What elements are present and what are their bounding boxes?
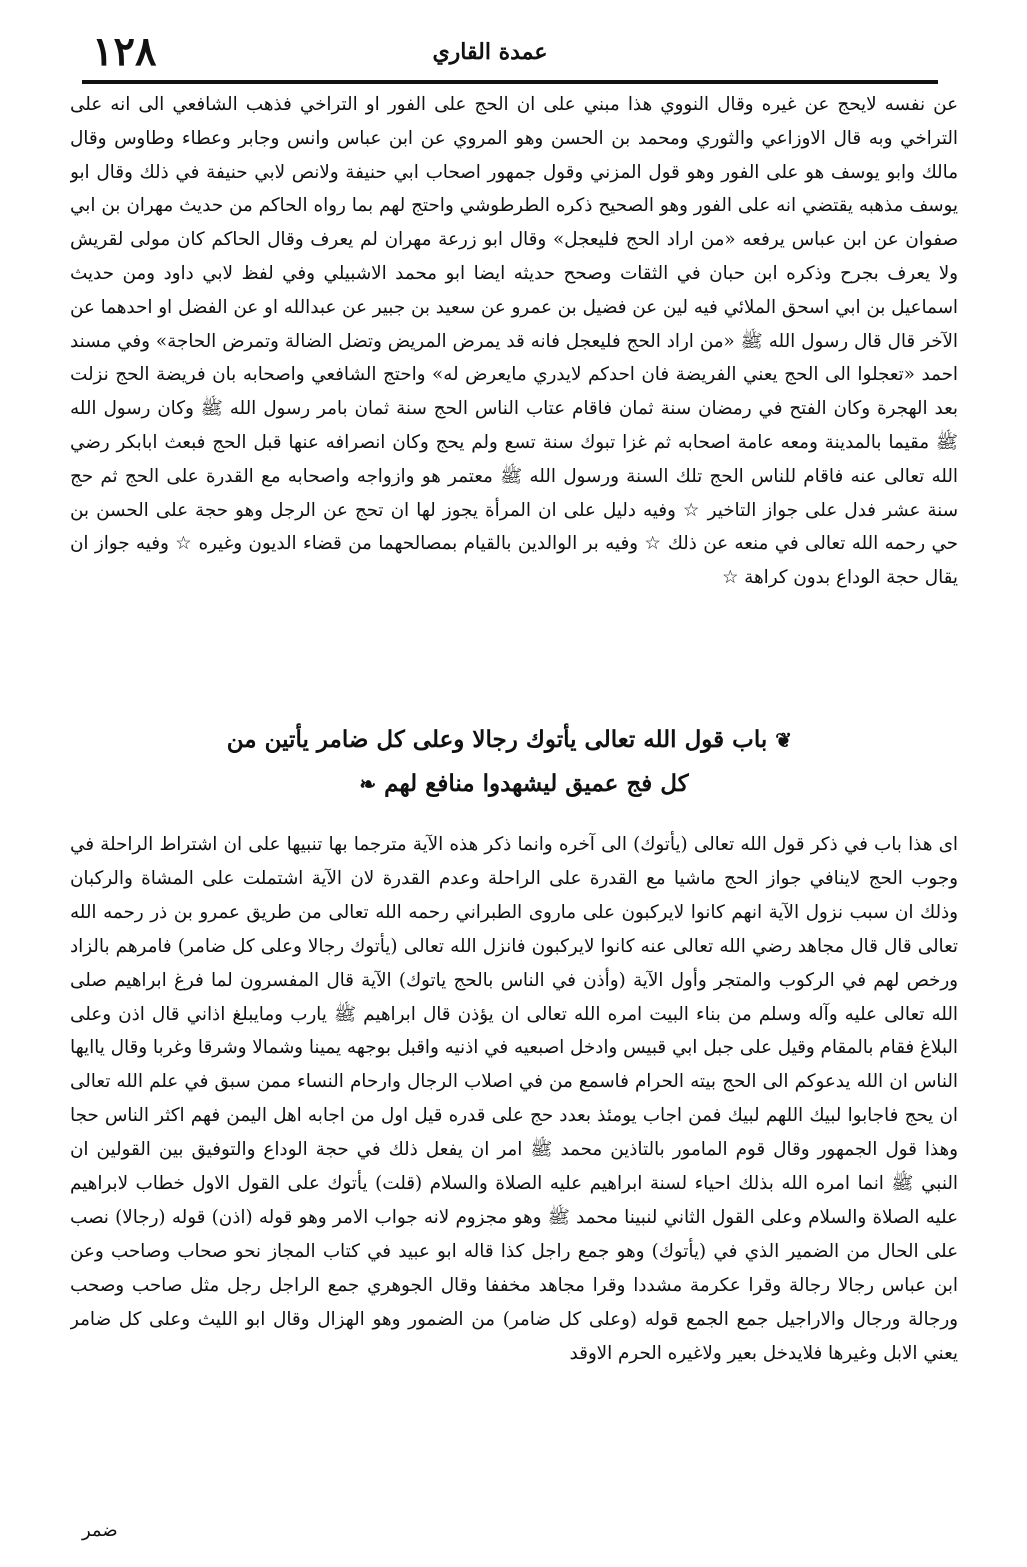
running-title: عمدة القاري	[432, 39, 548, 65]
page-number: ١٢٨	[92, 28, 157, 75]
chapter-heading-line-2	[240, 762, 800, 806]
ornament-open-icon: ❦	[775, 728, 792, 752]
main-text-block: عن نفسه لايحج عن غيره وقال النووي هذا مبني على ان الحج على الفور او التراخي فذهب الشافعي الى انه على التراخي وبه قال الاوزاعي والثوري ومحمد بن الحسن وهو المروي عن ابن عباس وانس وجابر وعطاء وطاوس وقال مالك وابو يوسف هو على الفور وهو قول المزني وقول جمهور اصحاب ابي حنيفة ولانص لابي حنيفة في ذلك وقال ابو يوسف مذهبه يقتضي انه على الفور وهو الصحيح ذكره الطرطوشي واحتج لهم بما رواه الحاكم من حديث مهران بن ابي صفوان عن ابن عباس يرفعه «من اراد الحج فليعجل» وقال ابو زرعة مهران لم يعرف وقال الحاكم كان مولى لقريش ولا يعرف بجرح وذكره ابن حبان في الثقات وصحح حديثه ايضا ابو محمد الاشبيلي وفي لفظ لابي داود ومن حديث اسماعيل بن ابي اسحق الملائي فيه لين عن فضيل بن عمرو عن سعيد بن جبير عن عبدالله او عن الفضل او احدهما عن الآخر قال قال رسول الله ﷺ «من اراد الحج فليعجل فانه قد يمرض المريض وتضل الضالة وتمرض الحاجة» وفي مسند احمد «تعجلوا الى الحج يعني الفريضة فان احدكم لايدري مايعرض له» واحتج الشافعي واصحابه بان فريضة الحج نزلت بعد الهجرة وكان الفتح في رمضان سنة ثمان فاقام عتاب الناس الحج سنة ثمان بامر رسول الله ﷺ وكان رسول الله ﷺ مقيما بالمدينة ومعه عامة اصحابه ثم غزا تبوك سنة تسع ولم يحج وكان انصرافه عنها قبل الحج فبعث ابابكر رضي الله تعالى عنه فاقام للناس الحج تلك السنة ورسول الله ﷺ معتمر هو وازواجه واصحابه مع القدرة على الحج ثم حج سنة عشر فدل على جواز التاخير ☆ وفيه دليل على ان المرأة يجوز لها ان تحج عن الرجل وهو حجة على الحسن بن حي رحمه الله تعالى في منعه عن ذلك ☆ وفيه بر الوالدين بالقيام بمصالحهما من قضاء الديون وغيره ☆ وفيه جواز ان يقال حجة الوداع بدون كراهة ☆	[70, 94, 958, 589]
chapter-heading	[226, 718, 800, 806]
header-rule	[82, 80, 938, 84]
ornament-close-icon: ❧	[359, 772, 377, 796]
chapter-heading-text-1: باب قول الله تعالى يأتوك رجالا وعلى كل ضامر يأتين من	[226, 726, 768, 753]
chapter-heading-text-2: كل فج عميق ليشهدوا منافع لهم	[384, 770, 689, 797]
chapter-heading-line-1	[226, 718, 800, 762]
catchword: ضمر	[82, 1520, 118, 1541]
commentary-text-block: اى هذا باب في ذكر قول الله تعالى (يأتوك) الى آخره وانما ذكر هذه الآية مترجما بها تنبيها على ان اشتراط الراحلة في وجوب الحج لاينافي جواز الحج ماشيا مع القدرة على الراحلة وعدم القدرة لان الآية اشتملت على المشاة والركبان وذلك ان سبب نزول الآية انهم كانوا لايركبون على ماروى الطبراني رحمه الله تعالى من طريق عمرو بن ذر رحمه الله تعالى قال قال مجاهد رضي الله تعالى عنه كانوا لايركبون فانزل الله تعالى (يأتوك رجالا وعلى كل ضامر) فامرهم بالزاد ورخص لهم في الركوب والمتجر وأول الآية (وأذن في الناس بالحج ياتوك) الآية قال المفسرون لما فرغ ابراهيم صلى الله تعالى عليه وآله وسلم من بناء البيت امره الله تعالى ان يؤذن قال ابراهيم ﷺ يارب ومايبلغ اذاني قال اذن وعلى البلاغ فقام بالمقام وقيل على جبل ابي قبيس وادخل اصبعيه في اذنيه واقبل بوجهه يمينا وشمالا وشرقا وغربا وقال ياايها الناس ان الله يدعوكم الى الحج بيته الحرام فاسمع من في اصلاب الرجال وارحام النساء ممن سبق في علم الله تعالى ان يحج فاجابوا لبيك اللهم لبيك فمن اجاب يومئذ بعدد حج على قدره قيل اول من اجابه اهل اليمن فهم اكثر الناس حجا وهذا قول الجمهور وقال قوم المامور بالتاذين محمد ﷺ امر ان يفعل ذلك في حجة الوداع والتوفيق بين القولين ان النبي ﷺ انما امره الله بذلك احياء لسنة ابراهيم عليه الصلاة والسلام (قلت) يأتوك على القول الاول خطاب لابراهيم عليه الصلاة والسلام وعلى القول الثاني لنبينا محمد ﷺ وهو مجزوم لانه جواب الامر وهو قوله (اذن) قوله (رجالا) نصب على الحال من الضمير الذي في (يأتوك) وهو جمع راجل كذا قاله ابو عبيد في كتاب المجاز نحو صحاب وصاحب وعن ابن عباس رجالا رجالة وقرا عكرمة مشددا وقرا مجاهد مخففا وقال الجوهري جمع الراجل رجل مثل صاحب وصحب ورجالة ورجال والاراجيل جمع الجمع قوله (وعلى كل ضامر) من الضمور وهو الهزال وقال ابو الليث وعلى كل ضامر يعني الابل وغيرها فلايدخل بعير ولاغيره الحرم الاوقد	[70, 834, 958, 1364]
